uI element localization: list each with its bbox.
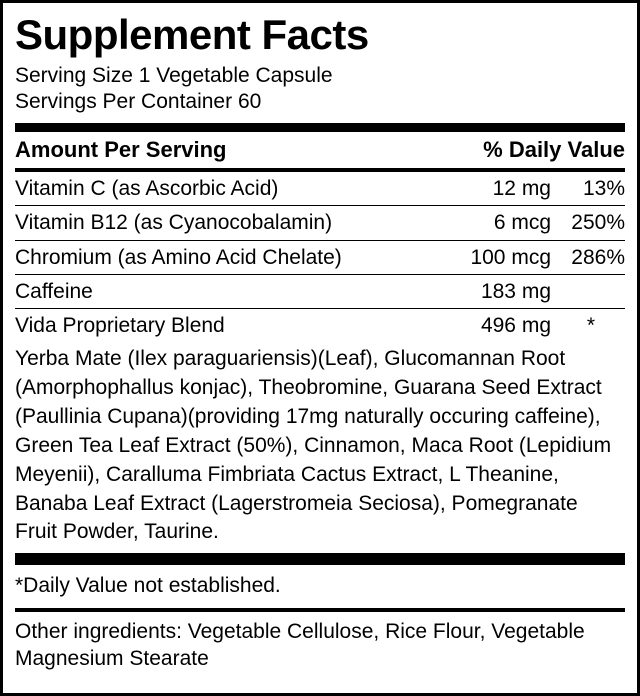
blend-ingredients-text: Yerba Mate (Ilex paraguariensis)(Leaf), Glucomannan Root (Amorphophallus konjac), Theobromine, Guarana Seed Extract (Paullinia Cupana)(providing 17mg naturally occuring caffeine), Green Tea Leaf Extract (50%), Cinnamon, Maca Root (Lepidium Meyenii), Caralluma Fimbriata Cactus Extract, L Theanine, Banaba Leaf Extract (Lagerstromeia Seciosa), Pomegranate Fruit Powder, Taurine. [15,346,612,544]
blend-daily-value: * [586,314,596,338]
table-row [15,241,625,274]
serving-size-text: Serving Size 1 Vegetable Capsule [15,64,333,88]
nutrient-name: Caffeine [15,280,93,304]
nutrient-daily-value: 250% [571,211,625,235]
daily-value-header: % Daily Value [483,136,625,162]
servings-per-container-text: Servings Per Container 60 [15,90,262,114]
divider-thick-bottom [15,553,625,565]
nutrient-name: Vitamin C (as Ascorbic Acid) [15,177,279,201]
nutrient-name: Chromium (as Amino Acid Chelate) [15,245,342,269]
nutrient-amount: 183 mg [480,280,551,304]
table-row [15,172,625,205]
page-title: Supplement Facts [15,11,369,58]
table-row [15,275,625,308]
nutrient-amount: 6 mcg [493,211,551,235]
nutrient-name: Vitamin B12 (as Cyanocobalamin) [15,211,333,235]
blend-amount: 496 mg [480,314,551,338]
table-header-row [15,132,625,169]
blend-name: Vida Proprietary Blend [15,314,225,338]
table-row [15,206,625,239]
nutrient-daily-value: 13% [582,177,625,201]
other-ingredients-text: Other ingredients: Vegetable Cellulose, Rice Flour, Vegetable Magnesium Stearate [15,619,585,671]
divider-heavy-top [15,123,625,132]
daily-value-footnote: *Daily Value not established. [15,574,281,598]
amount-per-serving-header: Amount Per Serving [15,136,227,162]
nutrient-amount: 100 mcg [470,245,551,269]
nutrient-amount: 12 mg [492,177,551,201]
blend-row [15,309,625,342]
nutrient-daily-value: 286% [571,245,625,269]
